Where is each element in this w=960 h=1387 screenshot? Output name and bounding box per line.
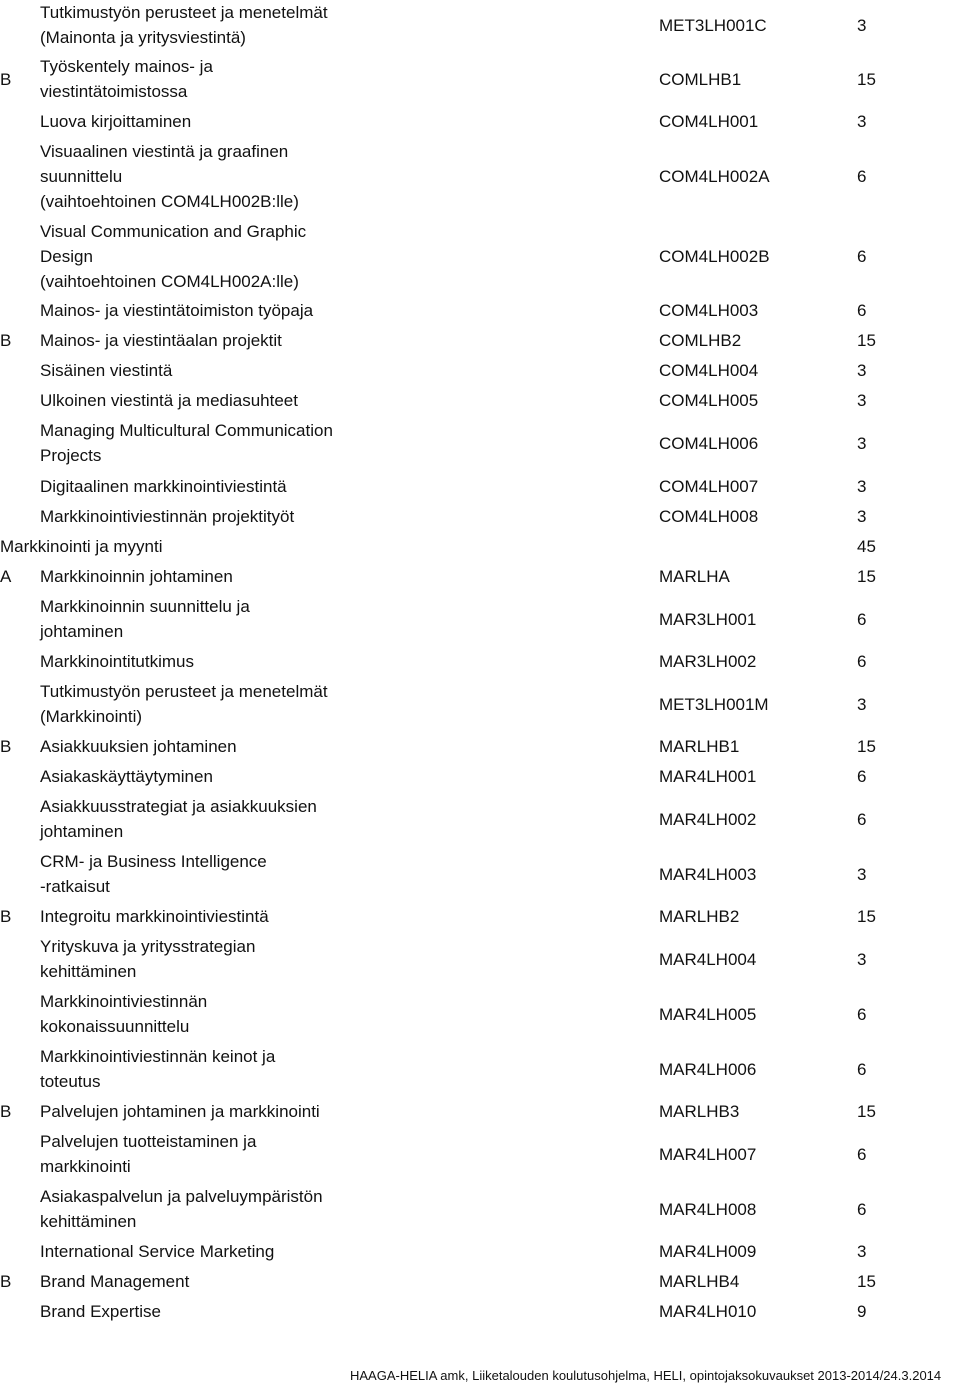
course-name-line: johtaminen (40, 622, 124, 641)
course-name (40, 1099, 460, 1124)
course-name-line: Asiakaskäyttäytyminen (40, 767, 213, 786)
course-credits: 3 (857, 477, 867, 496)
course-code: MARLHB1 (659, 737, 740, 756)
course-credits: 6 (857, 1060, 867, 1079)
course-name-line: Markkinointiviestinnän keinot ja (40, 1047, 276, 1066)
course-code: COM4LH007 (659, 477, 759, 496)
course-name-line: Asiakkuuksien johtaminen (40, 737, 237, 756)
table-row (0, 594, 960, 644)
course-name (40, 1184, 460, 1234)
course-name-line: kokonaissuunnittelu (40, 1017, 190, 1036)
course-name (40, 794, 460, 844)
course-code: MAR4LH002 (659, 810, 757, 829)
course-code: COM4LH002A (659, 167, 770, 186)
course-name-line: Markkinoinnin suunnittelu ja (40, 597, 250, 616)
table-row (0, 388, 960, 413)
course-name (40, 1269, 460, 1294)
course-credits: 3 (857, 361, 867, 380)
course-name-line: Palvelujen tuotteistaminen ja (40, 1132, 257, 1151)
course-credits: 3 (857, 950, 867, 969)
course-name-line: Asiakaspalvelun ja palveluympäristön (40, 1187, 323, 1206)
table-row (0, 0, 960, 50)
course-name-line: International Service Marketing (40, 1242, 275, 1261)
course-credits: 6 (857, 1145, 867, 1164)
table-row (0, 219, 960, 294)
course-credits: 3 (857, 391, 867, 410)
table-row (0, 358, 960, 383)
course-name-line: Markkinoinnin johtaminen (40, 567, 233, 586)
course-name (40, 594, 460, 644)
course-name (40, 649, 460, 674)
course-code: MAR4LH005 (659, 1005, 757, 1024)
table-row (0, 734, 960, 759)
course-code: MET3LH001M (659, 695, 769, 714)
table-row (0, 849, 960, 899)
course-name-line: Markkinointiviestinnän (40, 992, 208, 1011)
table-row (0, 328, 960, 353)
course-credits: 3 (857, 16, 867, 35)
course-name (40, 54, 460, 104)
course-name (40, 734, 460, 759)
course-name-line: Asiakkuusstrategiat ja asiakkuuksien (40, 797, 317, 816)
course-code: COM4LH005 (659, 391, 759, 410)
course-name-line: johtaminen (40, 822, 124, 841)
table-row (0, 1299, 960, 1324)
course-name (40, 764, 460, 789)
course-name-line: Mainos- ja viestintätoimiston työpaja (40, 301, 314, 320)
course-name-line: kehittäminen (40, 1212, 137, 1231)
course-credits: 3 (857, 695, 867, 714)
course-name-line: suunnittelu (40, 167, 123, 186)
course-name (40, 564, 460, 589)
course-credits: 15 (857, 1102, 876, 1121)
course-credits: 3 (857, 507, 867, 526)
table-row (0, 298, 960, 323)
table-row (0, 1269, 960, 1294)
table-row (0, 139, 960, 214)
course-credits: 6 (857, 610, 867, 629)
course-name-line: Managing Multicultural Communication (40, 421, 333, 440)
course-name-line: Tutkimustyön perusteet ja menetelmät (40, 682, 328, 701)
course-name-line: (Mainonta ja yritysviestintä) (40, 28, 246, 47)
course-credits: 15 (857, 567, 876, 586)
table-row (0, 504, 960, 529)
course-code: MAR3LH001 (659, 610, 757, 629)
course-name (40, 139, 460, 214)
course-code: COM4LH002B (659, 247, 770, 266)
course-name (40, 0, 460, 50)
table-row (0, 679, 960, 729)
course-credits: 3 (857, 112, 867, 131)
table-row (0, 934, 960, 984)
course-credits: 15 (857, 907, 876, 926)
course-credits: 3 (857, 434, 867, 453)
row-marker: B (0, 737, 12, 756)
table-row (0, 54, 960, 104)
course-name-line: Markkinointitutkimus (40, 652, 194, 671)
row-marker: B (0, 1102, 12, 1121)
course-code: MAR4LH007 (659, 1145, 757, 1164)
course-credits: 15 (857, 1272, 876, 1291)
course-credits: 6 (857, 167, 867, 186)
course-name-line: -ratkaisut (40, 877, 110, 896)
course-code: MAR4LH003 (659, 865, 757, 884)
row-marker: A (0, 567, 12, 586)
course-code: COM4LH006 (659, 434, 759, 453)
course-name-line: Visuaalinen viestintä ja graafinen (40, 142, 289, 161)
course-credits: 15 (857, 331, 876, 350)
course-name (40, 474, 460, 499)
course-credits: 15 (857, 70, 876, 89)
course-name-line: Palvelujen johtaminen ja markkinointi (40, 1102, 320, 1121)
course-code: COM4LH008 (659, 507, 759, 526)
course-credits: 6 (857, 247, 867, 266)
course-code: COM4LH004 (659, 361, 759, 380)
course-name-line: kehittäminen (40, 962, 137, 981)
course-name (40, 109, 460, 134)
course-name (0, 534, 420, 559)
course-name-line: Luova kirjoittaminen (40, 112, 192, 131)
course-code: MAR4LH009 (659, 1242, 757, 1261)
table-row (0, 989, 960, 1039)
course-credits: 6 (857, 810, 867, 829)
course-name (40, 849, 460, 899)
course-name-line: (Markkinointi) (40, 707, 143, 726)
course-code: COM4LH001 (659, 112, 759, 131)
table-row (0, 534, 960, 559)
course-name (40, 1239, 460, 1264)
course-code: MARLHB3 (659, 1102, 740, 1121)
course-credits: 3 (857, 865, 867, 884)
course-name-line: CRM- ja Business Intelligence (40, 852, 267, 871)
course-name-line: (vaihtoehtoinen COM4LH002B:lle) (40, 192, 299, 211)
course-code: COM4LH003 (659, 301, 759, 320)
course-code: MAR4LH008 (659, 1200, 757, 1219)
course-name-line: (vaihtoehtoinen COM4LH002A:lle) (40, 272, 299, 291)
course-name (40, 1129, 460, 1179)
course-credits: 45 (857, 537, 876, 556)
page-footer: HAAGA-HELIA amk, Liiketalouden koulutusohjelma, HELI, opintojaksokuvaukset 2013-2014/24.3.2014 (350, 1368, 942, 1383)
course-name-line: Tutkimustyön perusteet ja menetelmät (40, 3, 328, 22)
table-row (0, 1184, 960, 1234)
course-name (40, 298, 460, 323)
course-code: COMLHB1 (659, 70, 742, 89)
course-name (40, 989, 460, 1039)
course-name (40, 418, 460, 468)
course-credits: 9 (857, 1302, 867, 1321)
course-name-line: Digitaalinen markkinointiviestintä (40, 477, 287, 496)
table-row (0, 474, 960, 499)
course-code: MARLHB4 (659, 1272, 740, 1291)
table-row (0, 1129, 960, 1179)
course-name (40, 388, 460, 413)
course-code: MARLHB2 (659, 907, 740, 926)
course-name-line: Markkinointi ja myynti (0, 537, 163, 556)
course-name-line: markkinointi (40, 1157, 131, 1176)
course-name (40, 1299, 460, 1324)
course-code: MAR4LH006 (659, 1060, 757, 1079)
course-name-line: Integroitu markkinointiviestintä (40, 907, 269, 926)
course-name-line: Markkinointiviestinnän projektityöt (40, 507, 295, 526)
course-name-line: Visual Communication and Graphic (40, 222, 307, 241)
course-name (40, 1044, 460, 1094)
row-marker: B (0, 907, 12, 926)
course-name-line: toteutus (40, 1072, 101, 1091)
course-name-line: viestintätoimistossa (40, 82, 188, 101)
course-name-line: Mainos- ja viestintäalan projektit (40, 331, 282, 350)
table-row (0, 1239, 960, 1264)
course-credits: 6 (857, 767, 867, 786)
course-name-line: Brand Management (40, 1272, 190, 1291)
course-code: MAR4LH010 (659, 1302, 757, 1321)
course-name (40, 504, 460, 529)
course-code: MAR3LH002 (659, 652, 757, 671)
course-name-line: Yrityskuva ja yritysstrategian (40, 937, 256, 956)
table-row (0, 904, 960, 929)
course-name-line: Työskentely mainos- ja (40, 57, 213, 76)
course-code: MAR4LH004 (659, 950, 757, 969)
course-credits: 15 (857, 737, 876, 756)
course-credits: 6 (857, 1005, 867, 1024)
course-name-line: Brand Expertise (40, 1302, 161, 1321)
course-credits: 3 (857, 1242, 867, 1261)
course-name (40, 358, 460, 383)
row-marker: B (0, 70, 12, 89)
course-name-line: Sisäinen viestintä (40, 361, 173, 380)
course-code: MET3LH001C (659, 16, 767, 35)
course-code: MAR4LH001 (659, 767, 757, 786)
table-row (0, 1044, 960, 1094)
course-name-line: Design (40, 247, 93, 266)
course-name (40, 934, 460, 984)
table-row (0, 109, 960, 134)
table-row (0, 649, 960, 674)
table-row (0, 564, 960, 589)
row-marker: B (0, 331, 12, 350)
course-name (40, 679, 460, 729)
course-code: MARLHA (659, 567, 730, 586)
course-name (40, 904, 460, 929)
table-row (0, 794, 960, 844)
table-row (0, 418, 960, 468)
course-name-line: Projects (40, 446, 102, 465)
course-credits: 6 (857, 1200, 867, 1219)
course-name (40, 219, 460, 294)
table-row (0, 1099, 960, 1124)
course-credits: 6 (857, 301, 867, 320)
course-credits: 6 (857, 652, 867, 671)
course-code: COMLHB2 (659, 331, 742, 350)
row-marker: B (0, 1272, 12, 1291)
table-row (0, 764, 960, 789)
course-name (40, 328, 460, 353)
course-name-line: Ulkoinen viestintä ja mediasuhteet (40, 391, 298, 410)
